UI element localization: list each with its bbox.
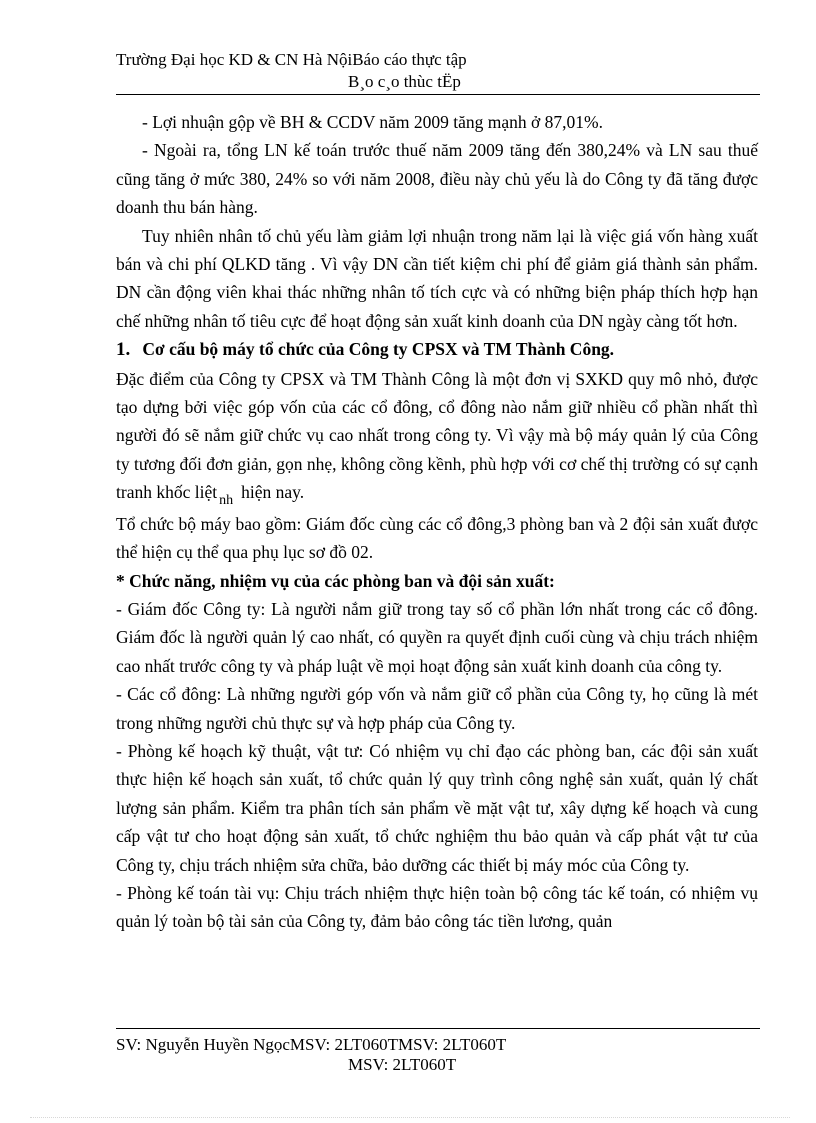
paragraph-org-structure: Tổ chức bộ máy bao gồm: Giám đốc cùng các cổ đông,3 phòng ban và 2 đội sản xuất được thể hiện cụ thể qua phụ lục sơ đồ 02. [116,513,758,563]
paragraph-director: - Giám đốc Công ty: Là người nắm giữ trong tay số cổ phần lớn nhất trong các cổ đông. Giám đốc là người quản lý cao nhất, có quyền ra quyết định cuối cùng và chịu trách nhiệm cao nhất trước công ty và pháp luật về mọi hoạt động sản xuất kinh doanh của công ty. [116,598,758,676]
company-characteristics-end: hiện nay. [241,482,305,503]
page-bottom-divider [30,1117,790,1118]
paragraph-pre-tax-profit: - Ngoài ra, tổng LN kế toán trước thuế năm 2009 tăng đến 380,24% và LN sau thuế cũng tăng ở mức 380, 24% so với năm 2008, điều này chủ yếu là do Công ty đã tăng được doanh thu bán hàng. [116,140,758,218]
page-header [116,50,760,95]
paragraph-gross-profit: - Lợi nhuận gộp về BH & CCDV năm 2009 tăng mạnh ở 87,01%. [142,112,603,132]
paragraph-profit-factors: Tuy nhiên nhân tố chủ yếu làm giảm lợi nhuận trong năm lại là việc giá vốn hàng xuất bán và chi phí QLKD tăng . Vì vậy DN cần tiết kiệm chi phí để giảm giá thành sản phẩm. DN cần động viên khai thác những nhân tố tích cực và có những biện pháp thích hợp hạn chế những nhân tố tiêu cực để hoạt động sản xuất kinh doanh của DN ngày càng tốt hơn. [116,225,758,331]
paragraph-planning-department: - Phòng kế hoạch kỹ thuật, vật tư: Có nhiệm vụ chỉ đạo các phòng ban, các đội sản xuất thực hiện kế hoạch sản xuất, tổ chức quản lý quy trình công nghệ sản xuất, quản lý chất lượng sản phẩm. Kiểm tra phân tích sản phẩm về mặt vật tư, xây dựng kế hoạch và cung cấp vật tư cho hoạt động sản xuất, tổ chức nghiệm thu bảo quản và cấp phát vật tư của Công ty, chịu trách nhiệm sửa chữa, bảo dưỡng các thiết bị máy móc của Công ty. [116,740,758,875]
document-body [116,108,758,936]
subheading-functions: * Chức năng, nhiệm vụ của các phòng ban và đội sản xuất: [116,570,555,591]
stray-subscript-text: nh [219,493,234,509]
paragraph-company-characteristics [116,365,758,510]
section-heading [116,335,758,364]
section-number: 1. [116,339,131,361]
footer-student-id: MSV: 2LT060T [348,1055,457,1074]
footer-student-info: SV: Nguyễn Huyền NgọcMSV: 2LT060TMSV: 2LT060T [116,1035,507,1054]
header-report-title: B¸o c¸o thùc tËp [348,72,461,91]
company-characteristics-text: Đặc điểm của Công ty CPSX và TM Thành Công là một đơn vị SXKD quy mô nhỏ, được tạo dựng bởi việc góp vốn của các cổ đông, cổ đông nào nắm giữ nhiều cổ phần nhất thì người đó sẽ nắm giữ chức vụ cao nhất trong công ty. Vì vậy mà bộ máy quản lý của Công ty tương đối đơn giản, gọn nhẹ, không cồng kềnh, phù hợp với cơ chế thị trường có sự cạnh tranh khốc liệt [116,368,758,503]
page-footer [116,1028,760,1075]
paragraph-accounting-department: - Phòng kế toán tài vụ: Chịu trách nhiệm thực hiện toàn bộ công tác kế toán, có nhiệm vụ quản lý toàn bộ tài sản của Công ty, đảm bảo công tác tiền lương, quản [116,882,758,932]
paragraph-shareholders: - Các cổ đông: Là những người góp vốn và nắm giữ cổ phần của Công ty, họ cũng là mét trong những người chủ thực sự và hợp pháp của Công ty. [116,684,758,733]
header-school-title: Trường Đại học KD & CN Hà NộiBáo cáo thực tập [116,50,467,69]
section-title: Cơ cấu bộ máy tổ chức của Công ty CPSX và TM Thành Công. [142,339,615,360]
